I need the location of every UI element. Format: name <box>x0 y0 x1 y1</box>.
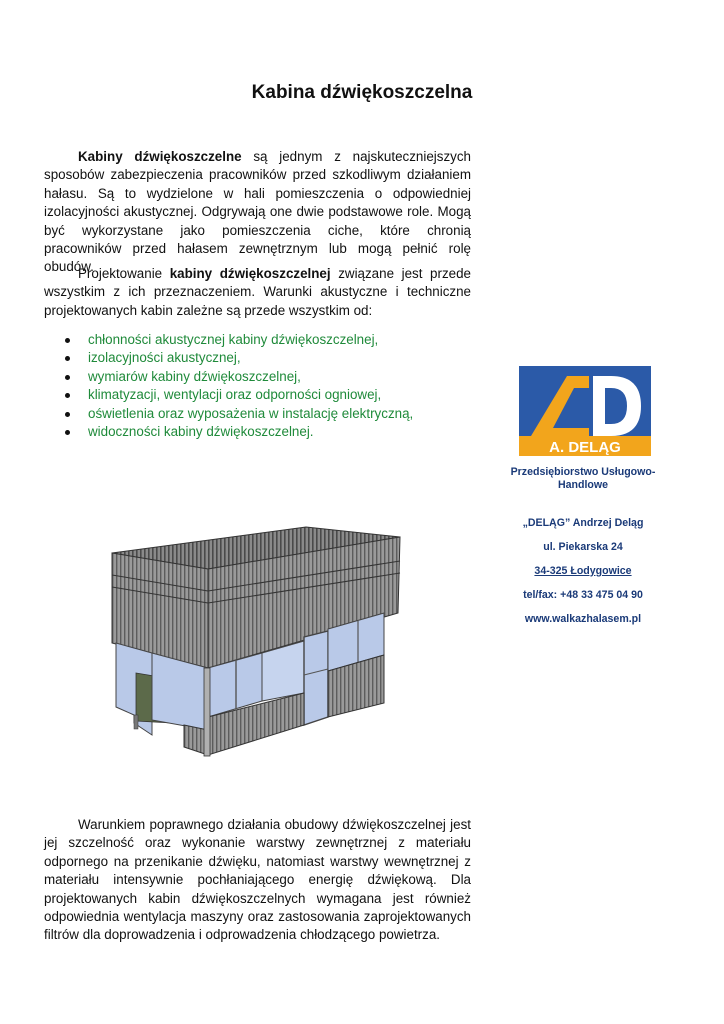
list-item: wymiarów kabiny dźwiękoszczelnej, <box>62 368 482 386</box>
street-address: ul. Piekarska 24 <box>543 541 623 553</box>
contact-sidebar <box>498 466 668 625</box>
design-text-after: związane jest przede wszystkim z ich przeznaczeniem. Warunki akustyczne i techniczne projektowanych kabin zależne są przede wszystkim od: <box>44 266 471 318</box>
list-item: widoczności kabiny dźwiękoszczelnej. <box>62 423 482 441</box>
list-item: oświetlenia oraz wyposażenia w instalację elektryczną, <box>62 405 482 423</box>
design-bold: kabiny dźwiękoszczelnej <box>169 266 331 281</box>
company-type: Przedsiębiorstwo Usługowo-Handlowe <box>510 466 656 491</box>
logo-text: A. DELĄG <box>549 439 621 456</box>
intro-paragraph <box>44 148 471 277</box>
summary-paragraph <box>44 816 471 945</box>
requirements-list <box>62 331 482 441</box>
phone-fax: tel/fax: +48 33 475 04 90 <box>523 589 643 601</box>
company-name: „DELĄG” Andrzej Deląg <box>522 517 644 529</box>
page-title: Kabina dźwiękoszczelna <box>251 82 473 103</box>
intro-bold-lead: Kabiny dźwiękoszczelne <box>78 149 242 164</box>
cabin-illustration <box>108 525 412 757</box>
design-paragraph <box>44 265 471 320</box>
list-item: chłonności akustycznej kabiny dźwiękoszczelnej, <box>62 331 482 349</box>
company-logo <box>519 366 651 456</box>
city-address-link[interactable]: 34-325 Łodygowice <box>534 565 632 577</box>
summary-text: Warunkiem poprawnego działania obudowy dźwiękoszczelnej jest jej szczelność oraz wykonanie warstwy zewnętrznej z materiału odpornego na przenikanie dźwięku, natomiast warstwy wewnętrznej z materiału intensywnie pochłaniającego energię dźwiękową. Dla projektowanych kabin dźwiękoszczelnych wymagana jest również odpowiednia wentylacja maszyny oraz zastosowania zaprojektowanych filtrów dla doprowadzenia i odprowadzenia chłodzącego powietrza. <box>44 817 471 943</box>
website-link[interactable]: www.walkazhalasem.pl <box>524 613 642 625</box>
intro-text: są jednym z najskuteczniejszych sposobów zabezpieczenia pracowników przed szkodliwym działaniem hałasu. Są to wydzielone w hali pomieszczenia o odpowiedniej izolacyjności akustycznej. Odgrywają one dwie podstawowe role. Mogą być wykorzystane jako pomieszczenia ciche, które chronią pracowników przed hałasem zewnętrznym lub mogą pełnić rolę obudów. <box>44 149 471 275</box>
design-text-before: Projektowanie <box>78 266 170 281</box>
list-item: klimatyzacji, wentylacji oraz odporności ogniowej, <box>62 386 482 404</box>
list-item: izolacyjności akustycznej, <box>62 349 482 367</box>
